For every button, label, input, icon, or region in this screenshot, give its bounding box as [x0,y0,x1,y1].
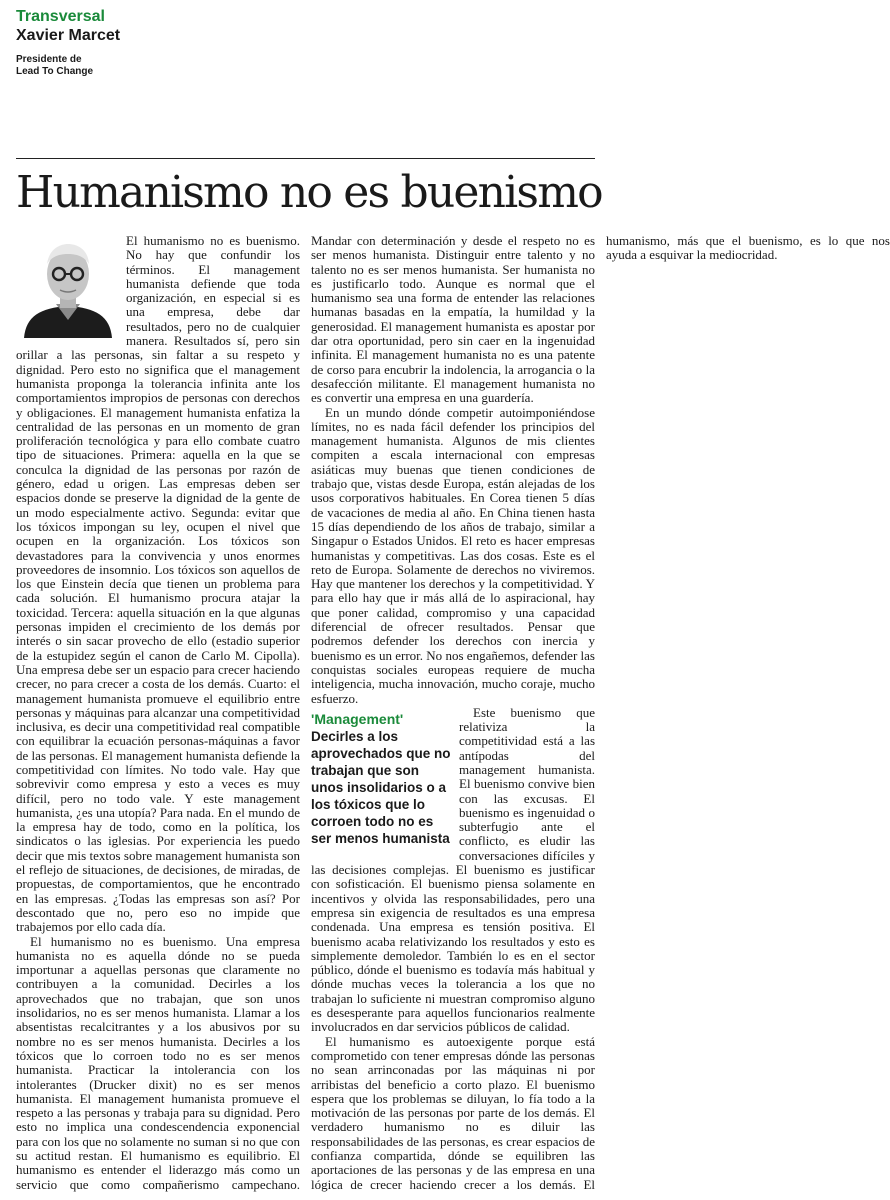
author-role-line: Presidente de [16,54,82,65]
headline-rule [16,158,595,159]
article-paragraph: El humanismo no es buenismo. No hay que confundir los términos. El management humanista defiende que toda organización, en especial si es una empresa, debe dar resultados, pero no de cualquier manera. Resultados sí, pero sin orillar a las personas, sin faltar a su respeto y dignidad. Pero esto no significa que el management humanista proponga la tolerancia infinita ante los comportamientos impropios de personas con derechos y obligaciones. El management humanista enfatiza la centralidad de las personas en un momento de gran proliferación tecnológica y para ello combate cuatro tipo de situaciones. Primera: aquella en la que se conculca la dignidad de las personas por razón de género, edad u origen. Las empresas deben ser espacios donde se preserve la dignidad de la gente de un modo especialmente activo. Segunda: evitar que los tóxicos impongan su ley, ocupen el nivel que ocupen en la organización. Los tóxicos son devastadores para la convivencia y unos enormes proveedores de insomnio. Los tóxicos son aquellos de los que Einstein decía que tienen un problema para cada solución. El humanismo procura atajar la toxicidad. Tercera: aquella situación en la que algunas personas impiden el crecimiento de los demás por interés o sin sacar provecho de ello (estadio superior de la estupidez según el canon de Carlo M. Cipolla). Una empresa debe ser un espacio para crecer haciendo crecer, no para crecer a costa de los demás. Cuarto: el management humanista promueve el equilibrio entre personas y máquinas para alcanzar una competitividad inclusiva, es decir una competitividad real compatible con equilibrar la ecuación personas-máquinas a favor de las personas. El management humanista defiende la competitividad con límites. No todo vale. Hay que sobrevivir como empresa y esto a veces es muy difícil, pero no todo vale. Y este management humanista, ¿es una utopía? Para nada. En el mundo de la empresa hay de todo, como en la política, los sindicatos o las iglesias. Por experiencia les puedo decir que mis textos sobre management humanista son el reflejo de situaciones, de decisiones, de miradas, de propuestas, de comportamientos, que he encontrado en las empresas. ¿Todas las empresas son así? Por descontado que no, pero eso no impide que trabajemos por ello cada día. [16,233,300,935]
article-header [16,8,120,78]
author-portrait [16,234,120,338]
headline: Humanismo no es buenismo [16,167,602,218]
article-paragraph: El humanismo no es buenismo. Una empresa humanista no es aquella dónde no se pueda importunar a aquellas personas que claramente no contribuyen a la comunidad. Decirles a los aprovechados que no trabajan, que son unos insolidarios, no es ser menos humanista. Llamar a los absentistas recalcitrantes y a los abusivos por su nombre no es ser menos humanista. Decirles a los tóxicos que lo corroen todo no es ser menos humanista. Practicar la intolerancia con los intolerantes (Drucker dixit) no es ser menos humanista. El management humanista promueve el respeto a las personas y trabaja para su dignidad. Pero esto no implica una condescendencia exponencial para con los que no solamente no suman si no que con su actitud restan. El humanismo es equilibrio. El humanismo es entender el liderazgo más como un servicio que como compañerismo campechano. Mandar con determinación y desde el respeto no es ser menos humanista. Distinguir entre talento y no talento no es ser menos humanista. Ser humanista no es justificarlo todo. Aunque es normal que el humanismo sea una forma de entender las relaciones humanas basadas en la empatía, la humildad y la generosidad. El management humanista es apostar por dar otra oportunidad, pero sin caer en la ingenuidad infinita. El management humanista no es una patente de corso para encubrir la indolencia, la arrogancia o la desafección militante. El management humanista no es convertir una empresa en una guardería. [16,233,595,1192]
article-paragraph: En un mundo dónde competir autoimponiéndose límites, no es nada fácil defender los principios del management humanista. Algunos de mis clientes compiten a escala internacional con empresas asiáticas muy buenas que tienen condiciones de trabajo que, vistas desde Europa, están alejadas de los usos corporativos habituales. En Corea tienen 5 días de vacaciones de media al año. En China tienen hasta 15 días dependiendo de los años de trabajo, similar a Singapur o Estados Unidos. El reto es hacer empresas humanistas y competitivas. Las dos cosas. Este es el reto de Europa. Solamente de derechos no viviremos. Hay que mantener los derechos y la competitividad. Y para ello hay que ir más allá de lo aspiracional, hay que poner calidad, compromiso y una capacidad diferencial de ofrecer resultados. Pensar que podremos defender los derechos con inercia y buenismo es un error. No nos engañemos, defender las conquistas sociales europeas requiere de mucha inteligencia, mucha innovación, mucho coraje, mucho esfuerzo. [311,404,595,706]
article-body [16,233,890,1194]
pull-quote [311,710,451,847]
article-paragraph: Este buenismo que relativiza la competitividad está a las antípodas del management humanista. El buenismo convive bien con las excusas. El buenismo es ingenuidad o subterfugio ante el conflicto, es eludir las conversaciones difíciles y las decisiones complejas. El buenismo es justificar con sofisticación. El buenismo piensa solamente en incentivos y olvida las responsabilidades, pero una empresa sin exigencia de resultados es una empresa condenada. Una empresa es tensión positiva. El buenismo acaba relativizando los resultados y esto es simplemente demoledor. También lo es en el sector público, dónde el buenismo es todavía más habitual y dónde muchas veces la tolerancia a los que no trabajan lo suficiente ni muestran compromiso alguno es desesperante para aquellos funcionarios realmente involucrados en dar servicios públicos de calidad. [311,704,595,1035]
author-name: Xavier Marcet [16,27,121,44]
pull-quote-text: Decirles a los aprovechados que no trabajan que son unos insolidarios o a los tóxicos que lo corroen todo no es ser menos humanista [311,728,451,846]
section-label: Transversal [16,8,105,25]
author-role [16,54,120,78]
author-role-line: Lead To Change [16,66,94,77]
article-paragraph: El humanismo es autoexigente porque está comprometido con tener empresas dónde las personas no sean arrinconadas por las máquinas ni por arribistas del beneficio a corto plazo. El buenismo espera que los problemas se diluyan, lo fía todo a la motivación de las personas por parte de los demás. El verdadero humanismo no es diluir las responsabilidades de las personas, es crear espacios de confianza compartida, dónde se equilibren las aportaciones de las personas y de las empresa en una lógica de crecer haciendo crecer a los demás. El humanismo, más que el buenismo, es lo que nos ayuda a esquivar la mediocridad. [311,233,890,1192]
pull-quote-kicker: 'Management' [311,710,404,727]
